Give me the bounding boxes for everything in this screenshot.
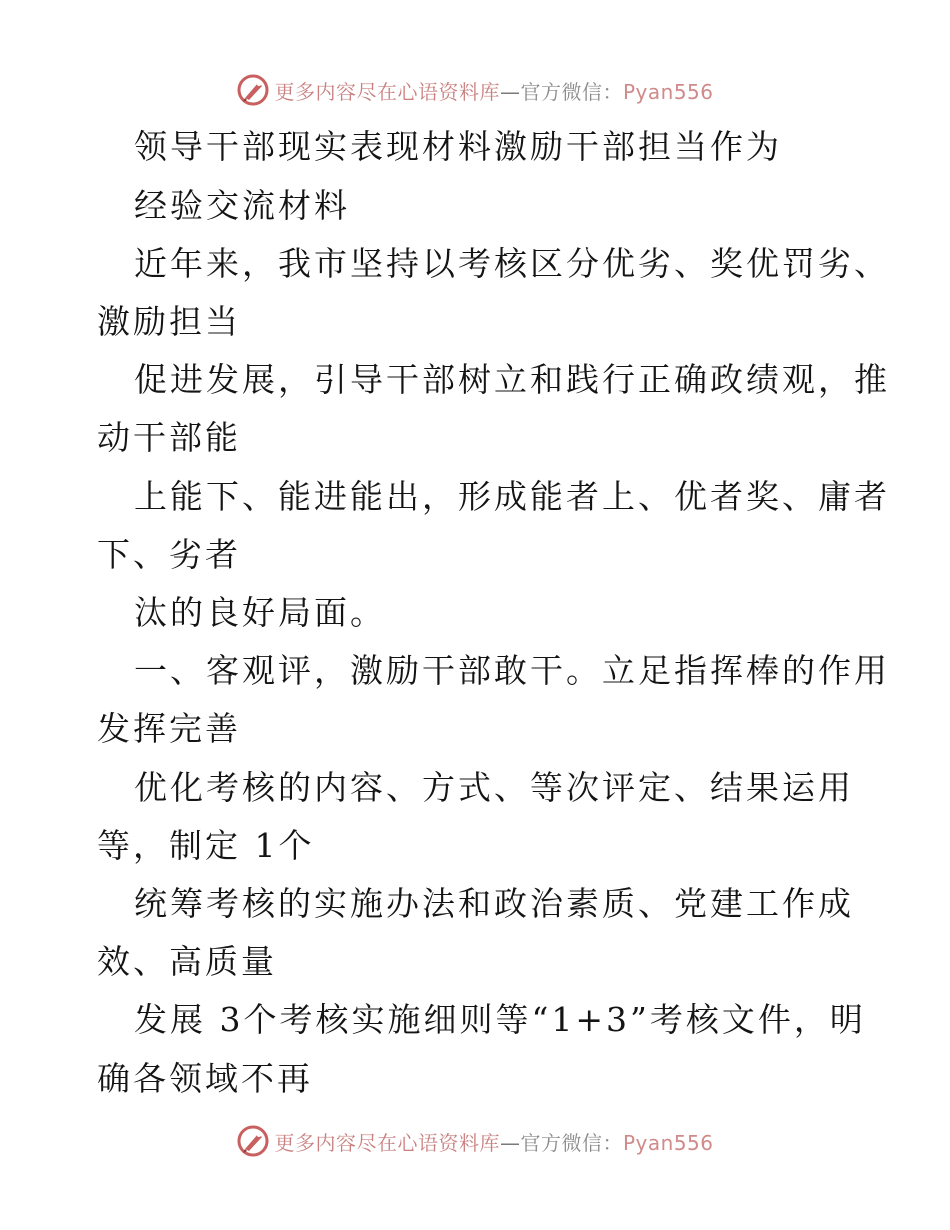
paragraph-line: 激励担当 <box>97 302 241 341</box>
watermark-text: 更多内容尽在心语资料库—官方微信：Pyan556 <box>274 1130 714 1155</box>
paragraph-line: 上能下、能进能出，形成能者上、优者奖、庸者 <box>134 477 890 516</box>
paragraph-line: 优化考核的内容、方式、等次评定、结果运用 <box>134 768 854 807</box>
doc-title-line-1: 领导干部现实表现材料激励干部担当作为 <box>134 127 782 166</box>
doc-title-line-2: 经验交流材料 <box>134 186 350 225</box>
paragraph-line: 促进发展，引导干部树立和践行正确政绩观，推 <box>134 360 890 399</box>
paragraph-line: 汰的良好局面。 <box>134 593 386 632</box>
paragraph-line: 发展 3个考核实施细则等“1+3”考核文件，明 <box>134 1000 866 1039</box>
footer-watermark <box>0 1121 950 1161</box>
pen-nib-logo-icon <box>236 1124 270 1158</box>
paragraph-line: 近年来，我市坚持以考核区分优劣、奖优罚劣、 <box>134 244 890 283</box>
paragraph-line: 确各领域不再 <box>97 1059 313 1098</box>
section-heading-line: 一、客观评，激励干部敢干。立足指挥棒的作用 <box>134 651 890 690</box>
paragraph-line: 效、高质量 <box>97 942 277 981</box>
paragraph-line: 下、劣者 <box>97 535 241 574</box>
paragraph-line: 等，制定 1个 <box>97 826 315 865</box>
watermark-text: 更多内容尽在心语资料库—官方微信：Pyan556 <box>274 79 714 104</box>
paragraph-line: 统筹考核的实施办法和政治素质、党建工作成 <box>134 884 854 923</box>
paragraph-line: 动干部能 <box>97 418 241 457</box>
paragraph-line: 发挥完善 <box>97 709 241 748</box>
